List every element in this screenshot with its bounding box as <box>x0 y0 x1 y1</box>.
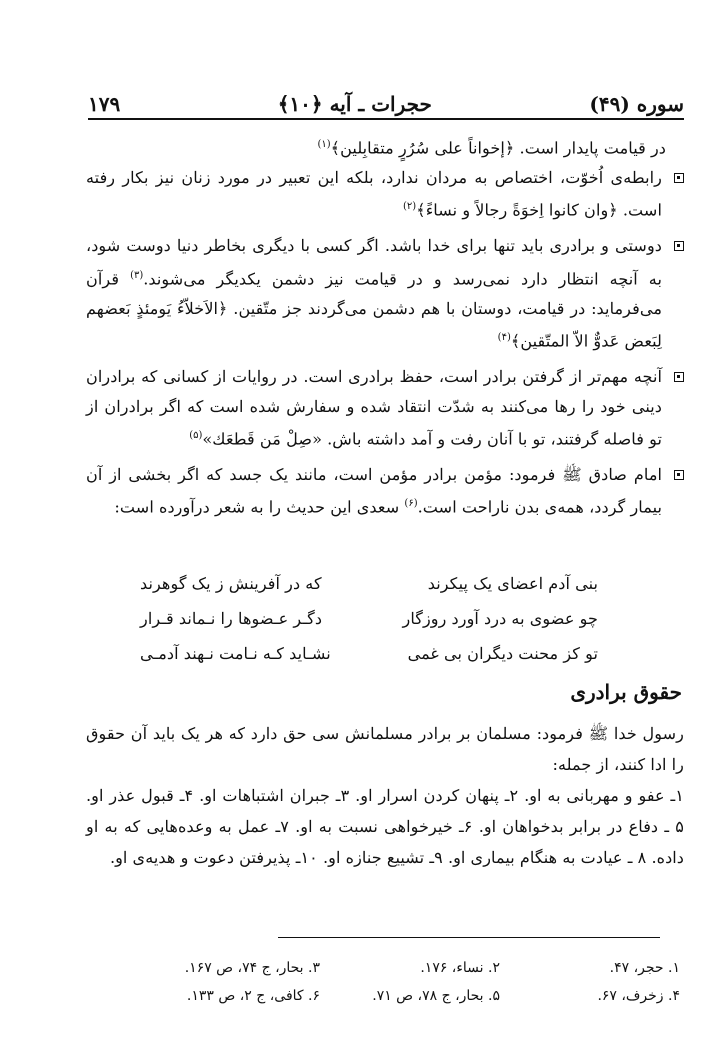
footnote-rule <box>278 937 660 938</box>
poem <box>140 566 598 671</box>
sura-label: سوره (۴۹) <box>589 92 684 116</box>
square-bullet-icon <box>674 173 684 183</box>
chapter-verse-title: حجرات ـ آیه ﴿۱۰﴾ <box>277 92 432 116</box>
footnotes <box>140 954 680 1010</box>
bullet-paragraph: دوستی و برادری باید تنها برای خدا باشد. اگر کسی با دیگری بخاطر دنیا دوست شود، به آنچه انتظار دارد نمی‌رسد و در قیامت نیز دشمن یکدیگر می‌شوند.$^{(۳)}$ قرآن می‌فرماید: در قیامت، دوستان با هم دشمن می‌گردند جز متّقین. ﴿الاَخلاّءُ یَومئذٍ بَعضهم لِبَعض عَدوٌّ الاّ المتّقین﴾$^{(۴)}$ <box>86 231 684 356</box>
poem-verse: چو عضوی به درد آورد روزگار دگـر عـضوها را نـماند قـرار <box>140 609 598 628</box>
paragraph: در قیامت پایدار است. ﴿إخواناً علی سُرُرٍ متقابِلین﴾$^{(۱)}$ <box>317 138 666 158</box>
footnote-row: ۱. حجر، ۴۷. ۲. نساء، ۱۷۶. ۳. بحار، ج ۷۴، ص ۱۶۷. <box>184 960 680 976</box>
page-header <box>88 82 684 116</box>
bullet-paragraph: امام صادق ﷺ فرمود: مؤمن برادر مؤمن است، مانند یک جسد که اگر بخشی از آن بیمار گردد، همه‌ی بدن ناراحت است.$^{(۶)}$ سعدی این حدیث را به شعر درآورده است: <box>86 460 684 522</box>
page-number: ۱۷۹ <box>88 92 121 116</box>
bullet-paragraph: رابطه‌ی اُخوّت، اختصاص به مردان ندارد، بلکه این تعبیر در مورد زنان نیز بکار رفته است. ﴿وان کانوا اِخوَةً رجالاً و نساءً﴾$^{(۲)}$ <box>86 163 684 225</box>
square-bullet-icon <box>674 470 684 480</box>
footnote-row: ۴. زخرف، ۶۷. ۵. بحار، ج ۷۸، ص ۷۱. ۶. کافی، ج ۲، ص ۱۳۳. <box>186 988 680 1004</box>
bullet-paragraph: آنچه مهم‌تر از گرفتن برادر است، حفظ برادری است. در روایات از کسانی که برادران دینی خود را رها می‌کنند به شدّت انتقاد شده و سفارش شده است که اگر برادران از تو فاصله گرفتند، تو با آنان رفت و آمد داشته باش. «صِلْ مَن قَطعَك»$^{(۵)}$ <box>86 362 684 454</box>
main-text <box>86 130 684 522</box>
square-bullet-icon <box>674 241 684 251</box>
rights-text <box>86 718 684 873</box>
poem-verse: بنی آدم اعضای یک پیکرند که در آفرینش ز یک گوهرند <box>140 574 598 593</box>
header-rule <box>88 118 684 120</box>
square-bullet-icon <box>674 372 684 382</box>
rights-intro: رسول خدا ﷺ فرمود: مسلمان بر برادر مسلمانش سی حق دارد که هر یک باید آن حقوق را ادا کنند، از جمله: <box>86 724 684 774</box>
rights-list: ۱ـ عفو و مهربانی به او. ۲ـ پنهان کردن اسرار او. ۳ـ جبران اشتباهات او. ۴ـ قبول عذر او. ۵ ـ دفاع در برابر بدخواهان او. ۶ـ خیرخواهی نسبت به او. ۷ـ عمل به وعده‌هایی که به او داده. ۸ ـ عیادت به هنگام بیماری او. ۹ـ تشییع جنازه او. ۱۰ـ پذیرفتن دعوت و هدیه‌ی او. <box>86 786 684 867</box>
section-heading: حقوق برادری <box>570 680 682 704</box>
poem-verse: تو کز محنت دیگران بی غمی نشـاید کـه نـامت نـهند آدمـی <box>140 644 598 663</box>
